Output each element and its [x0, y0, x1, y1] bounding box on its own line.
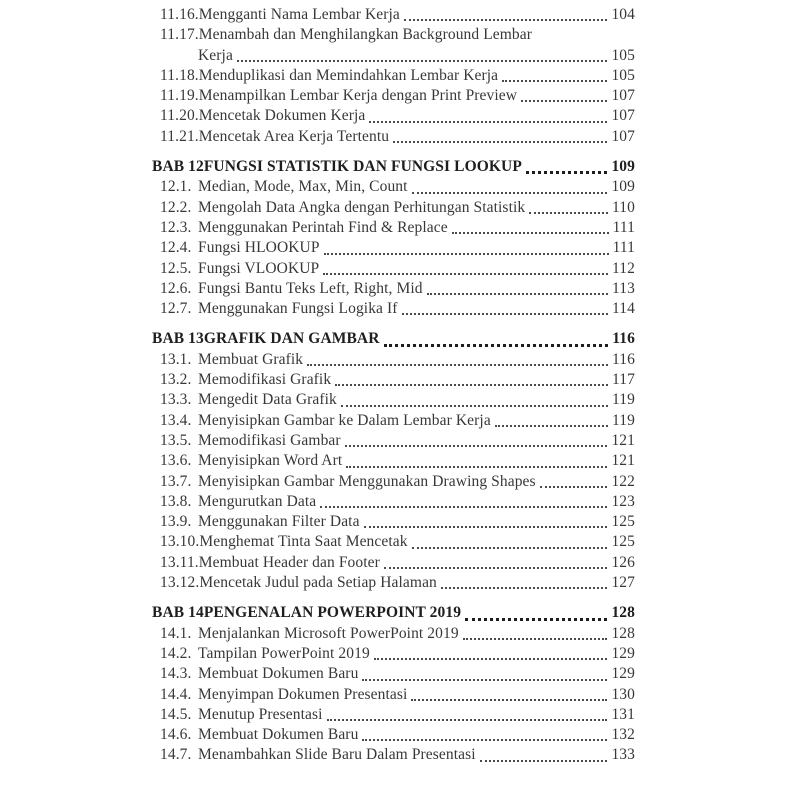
dot-leader — [323, 238, 611, 258]
entry-title: Menggunakan Fungsi Logika If — [198, 300, 398, 318]
entry-title: Membuat Grafik — [198, 350, 304, 368]
dot-leader — [525, 157, 610, 177]
toc-entry — [152, 431, 635, 451]
entry-page-number: 110 — [612, 198, 635, 216]
toc-entry — [152, 106, 635, 126]
toc-entry — [152, 451, 635, 471]
entry-title: Menampilkan Lembar Kerja dengan Print Preview — [198, 87, 518, 105]
entry-title: Fungsi VLOOKUP — [198, 259, 320, 277]
entry-number: 12.3. — [160, 218, 192, 236]
entry-title: Menyisipkan Gambar Menggunakan Drawing Shapes — [198, 472, 536, 490]
dot-leader — [368, 106, 609, 126]
entry-page-number: 133 — [611, 746, 635, 764]
toc-entry — [152, 644, 635, 664]
entry-page-number: 126 — [611, 553, 635, 571]
entry-number: 11.16. — [160, 6, 199, 23]
entry-page-number: 130 — [611, 685, 635, 703]
dot-leader — [440, 573, 610, 593]
toc-chapter-heading — [152, 329, 635, 349]
entry-title: Membuat Header dan Footer — [198, 553, 380, 571]
dot-leader — [410, 685, 609, 705]
dot-leader — [411, 532, 610, 552]
entry-number: 11.17. — [160, 26, 199, 44]
entry-title: Tampilan PowerPoint 2019 — [198, 644, 370, 662]
toc-chapter-heading — [152, 603, 635, 623]
entry-number: 11.18. — [160, 66, 199, 84]
chapter-page-number: 116 — [612, 330, 635, 348]
toc-entry — [152, 745, 635, 765]
toc-entry — [152, 532, 635, 552]
entry-number: 12.5. — [160, 259, 192, 277]
entry-title: Membuat Dokumen Baru — [198, 726, 359, 744]
entry-title: Mengganti Nama Lembar Kerja — [198, 6, 400, 23]
entry-page-number: 112 — [612, 259, 635, 277]
entry-number: 11.20. — [160, 107, 199, 125]
entry-title: Menggunakan Filter Data — [198, 513, 360, 531]
entry-number: 13.9. — [160, 513, 192, 531]
toc-entry — [152, 299, 635, 319]
entry-page-number: 111 — [612, 239, 635, 257]
entry-page-number: 114 — [612, 300, 635, 318]
dot-leader — [392, 127, 609, 147]
entry-number: 12.7. — [160, 300, 192, 318]
dot-leader — [403, 5, 610, 25]
chapter-label: BAB 12 — [152, 158, 204, 176]
entry-title: Menggunakan Perintah Find & Replace — [198, 218, 448, 236]
entry-page-number: 132 — [611, 726, 635, 744]
toc-entry — [152, 624, 635, 644]
toc-entry — [152, 238, 635, 258]
entry-number: 13.4. — [160, 411, 192, 429]
dot-leader — [528, 198, 610, 218]
entry-page-number: 109 — [611, 178, 635, 196]
entry-page-number: 104 — [611, 6, 635, 23]
entry-number: 14.7. — [160, 746, 192, 764]
entry-title: Mencetak Area Kerja Tertentu — [198, 127, 390, 145]
dot-leader — [334, 370, 610, 390]
entry-title: Menjalankan Microsoft PowerPoint 2019 — [198, 624, 459, 642]
dot-leader — [236, 46, 610, 66]
entry-page-number: 127 — [611, 574, 635, 592]
dot-leader — [363, 512, 610, 532]
entry-page-number: 129 — [611, 665, 635, 683]
entry-page-number: 125 — [611, 533, 635, 551]
dot-leader — [340, 390, 610, 410]
entry-page-number: 129 — [611, 644, 635, 662]
entry-number: 11.21. — [160, 127, 199, 145]
entry-page-number: 131 — [611, 705, 635, 723]
entry-page-number: 113 — [612, 279, 635, 297]
entry-title: Menyisipkan Word Art — [198, 452, 343, 470]
toc-entry — [152, 5, 635, 25]
chapter-label: BAB 14 — [152, 604, 204, 622]
entry-title: Mencetak Judul pada Setiap Halaman — [199, 574, 437, 592]
entry-page-number: 107 — [611, 107, 635, 125]
entry-number: 13.10. — [160, 533, 200, 551]
dot-leader — [520, 86, 609, 106]
dot-leader — [383, 329, 611, 349]
entry-title: Mencetak Dokumen Kerja — [198, 107, 366, 125]
dot-leader — [451, 218, 611, 238]
chapter-label: BAB 13 — [152, 330, 204, 348]
entry-page-number: 123 — [611, 492, 635, 510]
dot-leader — [494, 411, 610, 431]
entry-title: Menghemat Tinta Saat Mencetak — [199, 533, 408, 551]
chapter-page-number: 128 — [611, 604, 635, 622]
entry-title: Membuat Dokumen Baru — [198, 665, 359, 683]
toc-entry — [152, 177, 635, 197]
dot-leader — [464, 603, 609, 623]
dot-leader — [345, 451, 609, 471]
entry-title: Menambah dan Menghilangkan Background Lembar — [198, 26, 533, 44]
dot-leader — [383, 553, 610, 573]
entry-number: 13.1. — [160, 350, 192, 368]
toc-entry — [152, 705, 635, 725]
entry-title: Menduplikasi dan Memindahkan Lembar Kerja — [198, 66, 499, 84]
entry-number: 13.3. — [160, 391, 192, 409]
entry-title: Median, Mode, Max, Min, Count — [198, 178, 408, 196]
entry-number: 11.19. — [160, 87, 199, 105]
entry-title: Mengurutkan Data — [198, 492, 317, 510]
dot-leader — [411, 177, 610, 197]
dot-leader — [322, 259, 610, 279]
toc-entry — [152, 46, 635, 66]
chapter-title: PENGENALAN POWERPOINT 2019 — [203, 604, 462, 622]
dot-leader — [401, 299, 610, 319]
entry-title: Menutup Presentasi — [198, 705, 323, 723]
toc-chapter-heading — [152, 157, 635, 177]
entry-title: Mengedit Data Grafik — [198, 391, 337, 409]
entry-number: 12.2. — [160, 198, 192, 216]
toc-entry — [152, 553, 635, 573]
toc-entry — [152, 259, 635, 279]
toc-entry — [152, 512, 635, 532]
chapter-page-number: 109 — [611, 158, 635, 176]
entry-number: 14.1. — [160, 624, 192, 642]
entry-title: Menyisipkan Gambar ke Dalam Lembar Kerja — [198, 411, 491, 429]
entry-page-number: 125 — [611, 513, 635, 531]
entry-number: 14.6. — [160, 726, 192, 744]
toc-entry — [152, 350, 635, 370]
toc-entry — [152, 390, 635, 410]
table-of-contents — [152, 5, 635, 766]
entry-title: Fungsi Bantu Teks Left, Right, Mid — [198, 279, 423, 297]
entry-number: 12.6. — [160, 279, 192, 297]
entry-number: 14.4. — [160, 685, 192, 703]
dot-leader — [361, 664, 609, 684]
entry-number: 13.5. — [160, 431, 192, 449]
chapter-title: GRAFIK DAN GAMBAR — [203, 330, 380, 348]
dot-leader — [373, 644, 610, 664]
toc-entry — [152, 198, 635, 218]
toc-entry — [152, 685, 635, 705]
dot-leader — [462, 624, 610, 644]
entry-number: 14.3. — [160, 665, 192, 683]
toc-entry — [152, 411, 635, 431]
entry-page-number: 119 — [612, 391, 635, 409]
entry-page-number: 122 — [611, 472, 635, 490]
entry-page-number: 119 — [612, 411, 635, 429]
toc-entry — [152, 86, 635, 106]
entry-number: 13.12. — [160, 574, 200, 592]
toc-entry — [152, 370, 635, 390]
toc-entry — [152, 472, 635, 492]
entry-number: 13.2. — [160, 371, 192, 389]
dot-leader — [306, 350, 610, 370]
entry-title: Menambahkan Slide Baru Dalam Presentasi — [198, 746, 476, 764]
toc-entry — [152, 127, 635, 147]
entry-number: 13.11. — [160, 553, 199, 571]
entry-page-number: 128 — [611, 624, 635, 642]
entry-page-number: 107 — [611, 87, 635, 105]
toc-entry — [152, 279, 635, 299]
toc-entry — [152, 725, 635, 745]
entry-title: Memodifikasi Grafik — [198, 371, 332, 389]
entry-number: 13.8. — [160, 492, 192, 510]
dot-leader — [344, 431, 610, 451]
dot-leader — [501, 66, 609, 86]
dot-leader — [539, 472, 610, 492]
entry-page-number: 116 — [612, 350, 635, 368]
entry-number: 12.1. — [160, 178, 192, 196]
entry-number: 14.5. — [160, 705, 192, 723]
entry-title: Menyimpan Dokumen Presentasi — [198, 685, 408, 703]
entry-title: Mengolah Data Angka dengan Perhitungan Statistik — [198, 198, 526, 216]
entry-page-number: 121 — [611, 431, 635, 449]
dot-leader — [361, 725, 609, 745]
entry-number: 14.2. — [160, 644, 192, 662]
dot-leader — [319, 492, 609, 512]
toc-entry — [152, 66, 635, 86]
entry-number: 13.6. — [160, 452, 192, 470]
dot-leader — [479, 745, 610, 765]
entry-page-number: 117 — [612, 371, 635, 389]
entry-page-number: 111 — [612, 218, 635, 236]
dot-leader — [426, 279, 610, 299]
entry-page-number: 121 — [611, 452, 635, 470]
toc-entry — [152, 664, 635, 684]
toc-entry — [152, 218, 635, 238]
entry-page-number: 105 — [611, 46, 635, 64]
entry-number: 13.7. — [160, 472, 192, 490]
entry-page-number: 107 — [611, 127, 635, 145]
toc-entry — [152, 573, 635, 593]
entry-title: Memodifikasi Gambar — [198, 431, 341, 449]
entry-title: Kerja — [198, 46, 233, 64]
toc-entry — [152, 25, 635, 45]
entry-number: 12.4. — [160, 239, 192, 257]
dot-leader — [326, 705, 610, 725]
chapter-title: FUNGSI STATISTIK DAN FUNGSI LOOKUP — [203, 158, 522, 176]
entry-page-number: 105 — [611, 66, 635, 84]
toc-entry — [152, 492, 635, 512]
entry-title: Fungsi HLOOKUP — [198, 239, 320, 257]
